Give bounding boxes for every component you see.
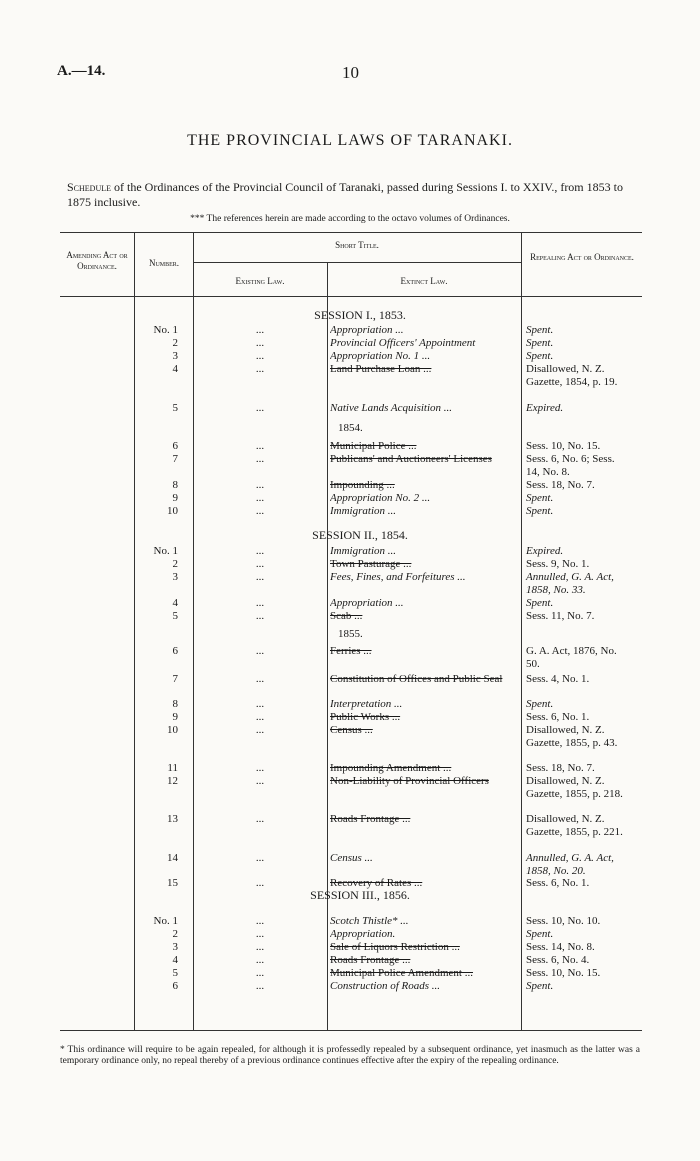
short-title: Census ...	[330, 852, 373, 864]
repealing-reference: Spent.	[526, 324, 554, 336]
page-number: 10	[342, 63, 359, 82]
existing-law-marker: ...	[255, 877, 265, 889]
ordinance-number: 3	[172, 941, 178, 953]
repealing-reference: Disallowed, N. Z. Gazette, 1855, p. 43.	[526, 724, 618, 749]
repealing-reference: Disallowed, N. Z. Gazette, 1854, p. 19.	[526, 363, 618, 388]
ordinance-number: 2	[172, 928, 178, 940]
ordinance-number: No. 1	[153, 324, 178, 336]
existing-law-marker: ...	[255, 337, 265, 349]
repealing-reference: Spent.	[526, 698, 554, 710]
short-title: Appropriation ...	[330, 324, 404, 336]
year-heading: 1855.	[338, 628, 363, 640]
short-title: Scab ...	[330, 610, 363, 622]
existing-law-marker: ...	[255, 558, 265, 570]
existing-law-marker: ...	[255, 645, 265, 657]
references-note: *** The references herein are made according to the octavo volumes of Ordinances.	[190, 214, 510, 224]
existing-law-marker: ...	[255, 505, 265, 517]
short-title: Provincial Officers' Appointment	[330, 337, 476, 349]
repealing-reference: Sess. 6, No. 1.	[526, 711, 590, 723]
ordinance-number: 2	[172, 558, 178, 570]
ordinance-number: 4	[172, 954, 178, 966]
existing-law-marker: ...	[255, 711, 265, 723]
ordinance-number: 3	[172, 350, 178, 362]
existing-law-marker: ...	[255, 673, 265, 685]
repealing-reference: Expired.	[526, 545, 564, 557]
existing-law-marker: ...	[255, 440, 265, 452]
repealing-reference: Sess. 10, No. 10.	[526, 915, 601, 927]
page-title: THE PROVINCIAL LAWS OF TARANAKI.	[187, 132, 513, 149]
year-heading: 1854.	[338, 422, 363, 434]
footnote: * This ordinance will require to be again repealed, for although it is professedly repealed by a subsequent ordinance, yet inasmuch as the latter was a temporary ordinance only, no repeal thereby of a previous ordinance continues effective after the expiry of the repealing ordinance.	[60, 1045, 640, 1066]
repealing-reference: Sess. 10, No. 15.	[526, 440, 601, 452]
ordinance-number: No. 1	[153, 545, 178, 557]
repealing-reference: Spent.	[526, 505, 554, 517]
existing-law-marker: ...	[255, 363, 265, 375]
repealing-reference: Spent.	[526, 928, 554, 940]
column-rule	[327, 262, 328, 1030]
repealing-reference: Expired.	[526, 402, 564, 414]
session-heading: SESSION I., 1853.	[314, 308, 406, 322]
schedule-lead: Schedule	[67, 180, 112, 194]
short-title: Municipal Police ...	[330, 440, 417, 452]
short-title: Sale of Liquors Restriction ...	[330, 941, 460, 953]
short-title: Land Purchase Loan ...	[330, 363, 432, 375]
existing-law-marker: ...	[255, 453, 265, 465]
short-title: Ferries ...	[330, 645, 372, 657]
repealing-reference: Spent.	[526, 337, 554, 349]
short-title: Roads Frontage ...	[330, 813, 411, 825]
existing-law-marker: ...	[255, 597, 265, 609]
column-rule	[521, 232, 522, 1030]
existing-law-marker: ...	[255, 762, 265, 774]
ordinance-number: 5	[172, 610, 178, 622]
repealing-reference: Spent.	[526, 492, 554, 504]
short-title: Appropriation ...	[330, 597, 404, 609]
existing-law-header: Existing Law.	[235, 276, 285, 286]
short-title: Census ...	[330, 724, 373, 736]
ordinance-number: 10	[167, 505, 178, 517]
existing-law-marker: ...	[255, 545, 265, 557]
schedule-description	[67, 180, 637, 210]
existing-law-marker: ...	[255, 402, 265, 414]
ordinance-number: 4	[172, 363, 178, 375]
repealing-reference: Sess. 6, No. 6; Sess. 14, No. 8.	[526, 453, 615, 478]
existing-law-marker: ...	[255, 967, 265, 979]
short-title: Immigration ...	[330, 505, 396, 517]
existing-law-marker: ...	[255, 941, 265, 953]
repealing-reference: Spent.	[526, 597, 554, 609]
ordinance-number: 11	[167, 762, 178, 774]
session-heading: SESSION III., 1856.	[310, 888, 410, 902]
existing-law-marker: ...	[255, 775, 265, 787]
column-rule	[193, 232, 194, 1030]
repealing-reference: Sess. 18, No. 7.	[526, 762, 595, 774]
ordinance-number: 9	[172, 711, 178, 723]
document-reference: A.—14.	[57, 63, 106, 79]
ordinance-number: 10	[167, 724, 178, 736]
repealing-reference: Annulled, G. A. Act, 1858, No. 33.	[526, 571, 614, 596]
ordinance-number: 5	[172, 967, 178, 979]
short-title: Municipal Police Amendment ...	[330, 967, 473, 979]
ordinance-number: 7	[172, 673, 178, 685]
ordinance-number: 15	[167, 877, 178, 889]
short-title: Recovery of Rates ...	[330, 877, 423, 889]
ordinance-number: 6	[172, 980, 178, 992]
short-title: Interpretation ...	[330, 698, 403, 710]
repealing-reference: Disallowed, N. Z. Gazette, 1855, p. 218.	[526, 775, 623, 800]
table-top-rule	[60, 232, 642, 233]
ordinance-number: 2	[172, 337, 178, 349]
existing-law-marker: ...	[255, 980, 265, 992]
short-title: Appropriation No. 2 ...	[330, 492, 431, 504]
short-title: Roads Frontage ...	[330, 954, 411, 966]
existing-law-marker: ...	[255, 479, 265, 491]
existing-law-marker: ...	[255, 324, 265, 336]
short-title: Non-Liability of Provincial Officers	[330, 775, 489, 787]
repealing-reference: G. A. Act, 1876, No. 50.	[526, 645, 617, 670]
repealing-reference: Sess. 4, No. 1.	[526, 673, 590, 685]
number-header: Number.	[148, 258, 180, 268]
existing-law-marker: ...	[255, 492, 265, 504]
existing-law-marker: ...	[255, 350, 265, 362]
amending-header: Amending Act or Ordinance.	[66, 250, 128, 271]
ordinance-number: 7	[172, 453, 178, 465]
ordinance-number: No. 1	[153, 915, 178, 927]
table-header-rule	[60, 296, 642, 297]
existing-law-marker: ...	[255, 954, 265, 966]
short-title: Constitution of Offices and Public Seal	[330, 673, 503, 685]
table-bottom-rule	[60, 1030, 642, 1031]
existing-law-marker: ...	[255, 698, 265, 710]
short-title: Native Lands Acquisition ...	[330, 402, 453, 414]
short-title: Scotch Thistle* ...	[330, 915, 409, 927]
repealing-reference: Sess. 9, No. 1.	[526, 558, 590, 570]
ordinance-number: 8	[172, 698, 178, 710]
ordinance-number: 13	[167, 813, 178, 825]
ordinance-number: 4	[172, 597, 178, 609]
repealing-header: Repealing Act or Ordinance.	[530, 252, 634, 262]
short-title: Publicans' and Auctioneers' Licenses	[330, 453, 492, 465]
subheader-rule	[193, 262, 521, 263]
repealing-reference: Spent.	[526, 980, 554, 992]
existing-law-marker: ...	[255, 610, 265, 622]
ordinance-number: 5	[172, 402, 178, 414]
short-title: Fees, Fines, and Forfeitures ...	[330, 571, 466, 583]
repealing-reference: Sess. 14, No. 8.	[526, 941, 595, 953]
short-title: Appropriation No. 1 ...	[330, 350, 431, 362]
ordinance-number: 6	[172, 440, 178, 452]
ordinance-number: 9	[172, 492, 178, 504]
extinct-law-header: Extinct Law.	[400, 276, 448, 286]
repealing-reference: Sess. 10, No. 15.	[526, 967, 601, 979]
short-title: Public Works ...	[330, 711, 401, 723]
repealing-reference: Sess. 6, No. 4.	[526, 954, 590, 966]
repealing-reference: Sess. 18, No. 7.	[526, 479, 595, 491]
ordinance-number: 8	[172, 479, 178, 491]
ordinance-number: 6	[172, 645, 178, 657]
short-title: Immigration ...	[330, 545, 396, 557]
repealing-reference: Annulled, G. A. Act, 1858, No. 20.	[526, 852, 614, 877]
existing-law-marker: ...	[255, 724, 265, 736]
schedule-text: of the Ordinances of the Provincial Council of Taranaki, passed during Sessions I. to XXIV., from 1853 to 1875 inclusive.	[67, 180, 623, 209]
ordinance-number: 14	[167, 852, 178, 864]
short-title: Impounding Amendment ...	[330, 762, 452, 774]
repealing-reference: Disallowed, N. Z. Gazette, 1855, p. 221.	[526, 813, 623, 838]
existing-law-marker: ...	[255, 813, 265, 825]
session-heading: SESSION II., 1854.	[312, 528, 408, 542]
short-title: Construction of Roads ...	[330, 980, 441, 992]
short-title: Impounding ...	[330, 479, 395, 491]
short-title: Appropriation.	[330, 928, 396, 940]
repealing-reference: Sess. 6, No. 1.	[526, 877, 590, 889]
ordinance-number: 3	[172, 571, 178, 583]
repealing-reference: Spent.	[526, 350, 554, 362]
ordinance-number: 12	[167, 775, 178, 787]
existing-law-marker: ...	[255, 928, 265, 940]
repealing-reference: Sess. 11, No. 7.	[526, 610, 595, 622]
existing-law-marker: ...	[255, 571, 265, 583]
short-title-header: Short Title.	[335, 240, 379, 250]
short-title: Town Pasturage ...	[330, 558, 412, 570]
existing-law-marker: ...	[255, 915, 265, 927]
existing-law-marker: ...	[255, 852, 265, 864]
